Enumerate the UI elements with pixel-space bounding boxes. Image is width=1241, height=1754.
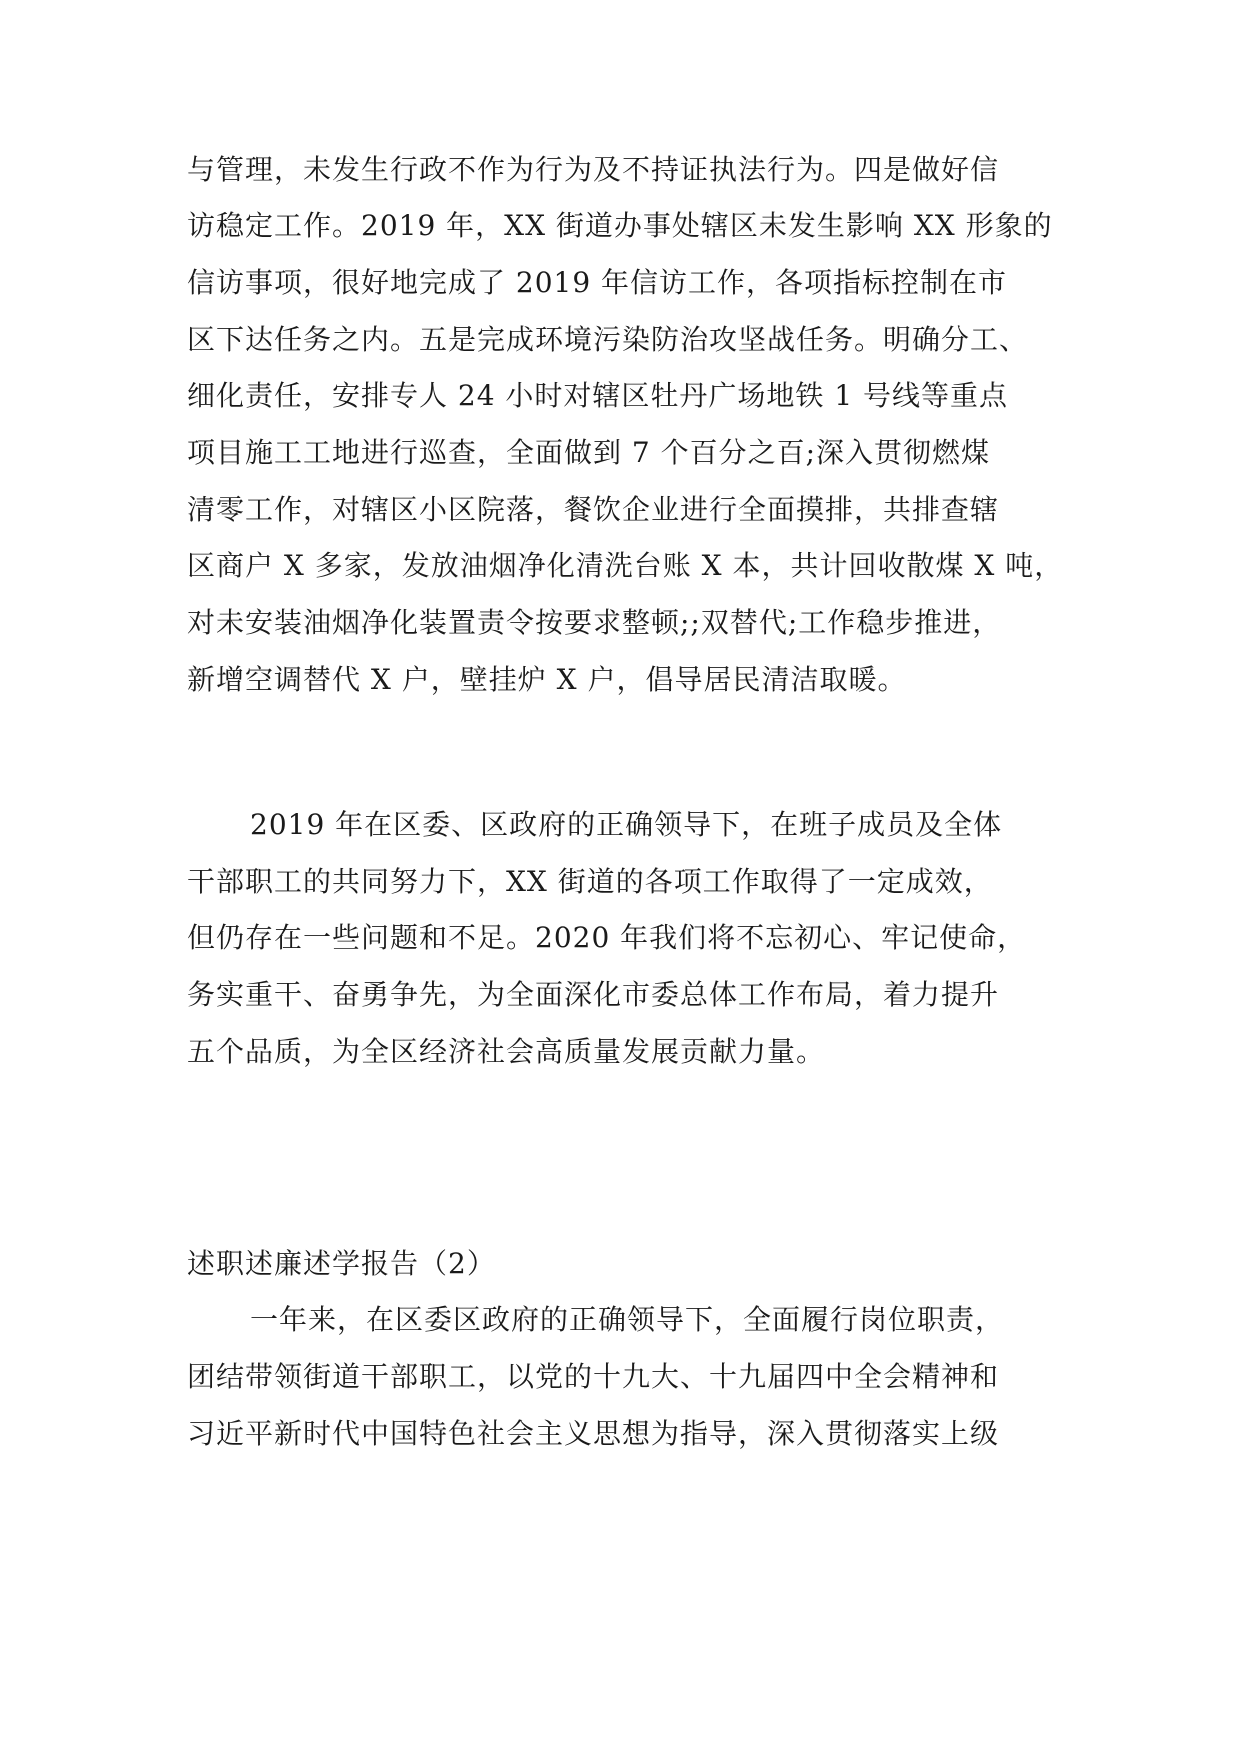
paragraph-3-line-3: 习近平新时代中国特色社会主义思想为指导，深入贯彻落实上级 [187,1417,1000,1450]
paragraph-3-line-2: 团结带领街道干部职工，以党的十九大、十九届四中全会精神和 [187,1360,1000,1393]
paragraph-1-line-7: 清零工作，对辖区小区院落，餐饮企业进行全面摸排，共排查辖 [187,493,1000,526]
paragraph-1-line-4: 区下达任务之内。五是完成环境污染防治攻坚战任务。明确分工、 [187,323,1029,356]
paragraph-1-line-6: 项目施工工地进行巡查，全面做到 7 个百分之百;深入贯彻燃煤 [187,436,991,469]
paragraph-2-line-5: 五个品质，为全区经济社会高质量发展贡献力量。 [187,1035,826,1068]
paragraph-1-line-3: 信访事项，很好地完成了 2019 年信访工作，各项指标控制在市 [187,266,1008,299]
section-heading: 述职述廉述学报告（2） [187,1247,496,1280]
paragraph-1-line-1: 与管理，未发生行政不作为行为及不持证执法行为。四是做好信 [187,153,1000,186]
paragraph-1-line-2: 访稳定工作。2019 年，XX 街道办事处辖区未发生影响 XX 形象的 [187,209,1053,242]
paragraph-2-line-3: 但仍存在一些问题和不足。2020 年我们将不忘初心、牢记使命， [187,921,1027,954]
paragraph-1-line-5: 细化责任，安排专人 24 小时对辖区牡丹广场地铁 1 号线等重点 [187,379,1009,412]
paragraph-1-line-8: 区商户 X 多家，发放油烟净化清洗台账 X 本，共计回收散煤 X 吨， [187,549,1064,582]
paragraph-3-line-1: 一年来，在区委区政府的正确领导下，全面履行岗位职责， [250,1303,1005,1336]
paragraph-1-line-9: 对未安装油烟净化装置责令按要求整顿;;双替代;工作稳步推进， [187,606,1002,639]
paragraph-1-line-10: 新增空调替代 X 户，壁挂炉 X 户，倡导居民清洁取暖。 [187,663,907,696]
paragraph-2-line-4: 务实重干、奋勇争先，为全面深化市委总体工作布局，着力提升 [187,978,1000,1011]
paragraph-2-line-1: 2019 年在区委、区政府的正确领导下，在班子成员及全体 [250,808,1003,841]
paragraph-2-line-2: 干部职工的共同努力下，XX 街道的各项工作取得了一定成效， [187,865,993,898]
